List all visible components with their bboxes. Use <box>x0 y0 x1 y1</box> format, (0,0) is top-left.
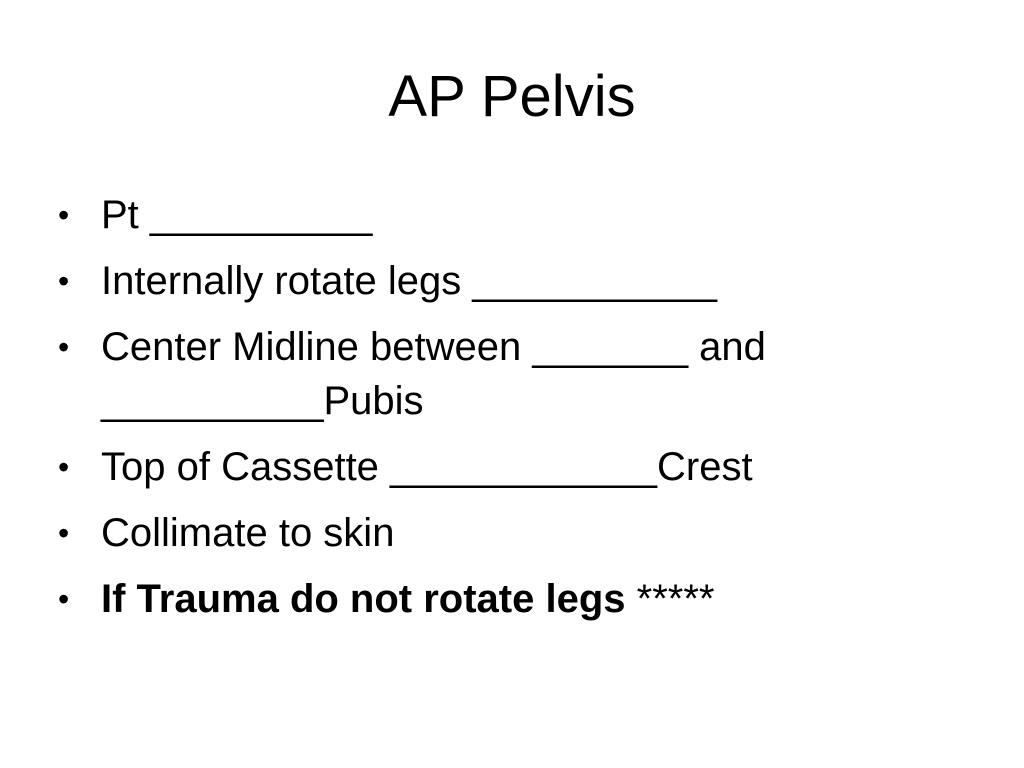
bullet-text-bold: If Trauma do not rotate legs <box>101 577 626 621</box>
bullet-glyph: • <box>58 581 70 617</box>
bullet-list <box>55 188 955 638</box>
bullet-text: Pt __________ <box>101 193 373 237</box>
bullet-item <box>55 254 955 308</box>
bullet-text: Internally rotate legs ___________ <box>101 259 718 303</box>
slide-title: AP Pelvis <box>388 64 636 129</box>
bullet-text-asterisks: ***** <box>625 577 715 621</box>
bullet-glyph: • <box>58 515 70 551</box>
bullet-glyph: • <box>58 263 70 299</box>
bullet-item-warning <box>55 572 955 626</box>
bullet-text: Collimate to skin <box>101 511 395 555</box>
bullet-item <box>55 320 955 428</box>
bullet-text: Center Midline between _______ and <box>101 325 766 369</box>
bullet-text-continued: __________Pubis <box>101 379 424 423</box>
bullet-item <box>55 440 955 494</box>
bullet-glyph: • <box>58 329 70 365</box>
bullet-item <box>55 188 955 242</box>
bullet-item <box>55 506 955 560</box>
bullet-glyph: • <box>58 449 70 485</box>
bullet-glyph: • <box>58 197 70 233</box>
bullet-text: Top of Cassette ____________Crest <box>101 445 753 489</box>
